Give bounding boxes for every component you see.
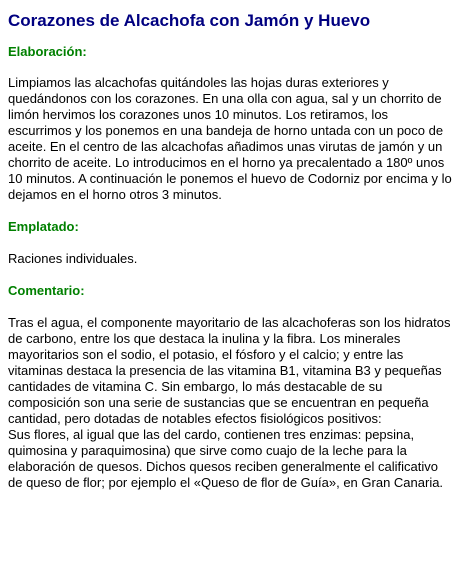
section-heading-elaboracion: Elaboración: — [8, 44, 87, 59]
section-heading-emplatado: Emplatado: — [8, 219, 79, 234]
section-text-emplatado: Raciones individuales. — [8, 251, 138, 266]
recipe-title: Corazones de Alcachofa con Jamón y Huevo — [8, 11, 371, 30]
section-text-elaboracion: Limpiamos las alcachofas quitándoles las hojas duras exteriores y quedándonos con los corazones. En una olla con agua, sal y un chorrito de limón hervimos los corazones unos 10 minutos. Los retiramos, los escurrimos y los ponemos en una bandeja de horno untada con un poco de aceite. En el centro de las alcachofas añadimos unas virutas de jamón y un chorrito de aceite. Lo introducimos en el horno ya precalentado a 180º unos 10 minutos. A continuación le ponemos el huevo de Codorniz por encima y lo dejamos en el horno otros 3 minutos. — [8, 75, 452, 202]
section-text-comentario: Tras el agua, el componente mayoritario de las alcachoferas son los hidratos de carbono, entre los que destaca la inulina y la fibra. Los minerales mayoritarios son el sodio, el potasio, el fósforo y el calcio; y entre las vitaminas destaca la presencia de las vitamina B1, vitamina B3 y pequeñas cantidades de vitamina C. Sin embargo, lo más destacable de su composición son una serie de sustancias que se encuentran en pequeña cantidad, pero dotadas de notables efectos fisiológicos positivos: Sus flores, al igual que las del cardo, contienen tres enzimas: pepsina, quimosina y paraquimosina) que sirve como cuajo de la leche para la elaboración de quesos. Dichos quesos reciben generalmente el calificativo de queso de flor; por ejemplo el «Queso de flor de Guía», en Gran Canaria. — [8, 315, 451, 490]
section-heading-comentario: Comentario: — [8, 283, 85, 298]
